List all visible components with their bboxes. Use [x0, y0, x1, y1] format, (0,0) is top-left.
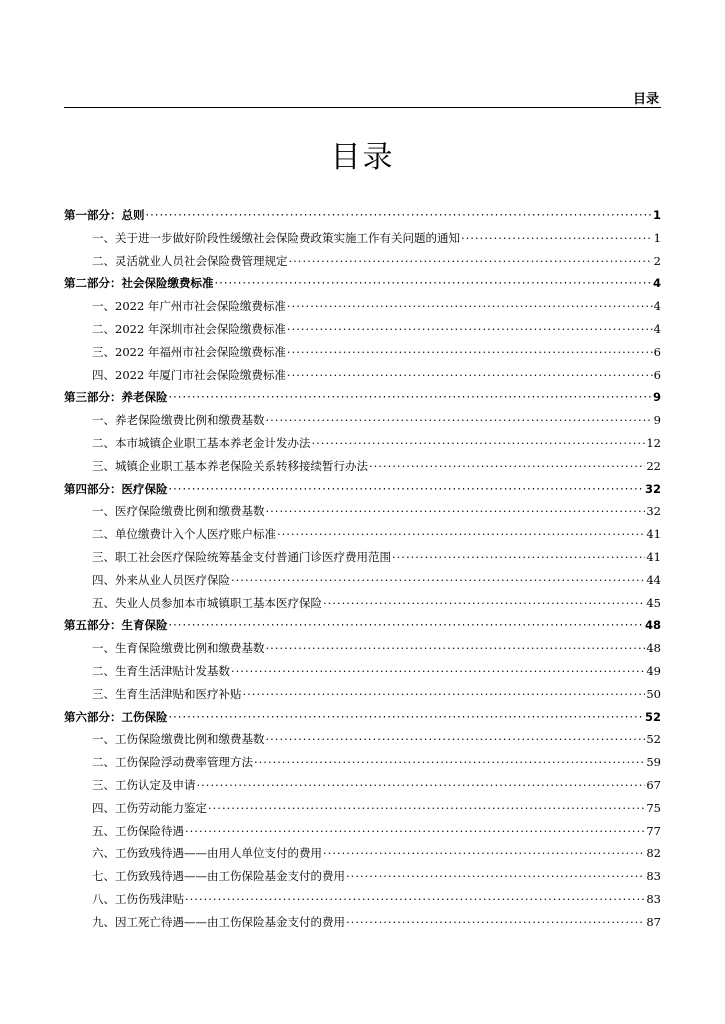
- dot-leader: [323, 842, 645, 865]
- toc-page-number: 32: [646, 504, 661, 519]
- toc-page-number: 82: [646, 846, 661, 861]
- toc-entry-label: 二、生育生活津贴计发基数: [92, 663, 230, 678]
- dot-leader: [346, 911, 645, 934]
- dot-leader: [289, 250, 653, 273]
- toc-part-entry[interactable]: [64, 478, 661, 501]
- dot-leader: [346, 865, 645, 888]
- toc-item-entry[interactable]: [64, 683, 661, 706]
- toc-entry-label: 三、工伤认定及申请: [92, 777, 196, 792]
- dot-leader: [266, 728, 646, 751]
- dot-leader: [185, 888, 645, 911]
- toc-item-entry[interactable]: [64, 637, 661, 660]
- toc-page-number: 12: [646, 435, 661, 450]
- toc-page-number: 49: [646, 663, 661, 678]
- toc-item-entry[interactable]: [64, 546, 661, 569]
- toc-entry-label: 四、外来从业人员医疗保险: [92, 572, 230, 587]
- dot-leader: [312, 432, 646, 455]
- toc-page-number: 48: [646, 641, 661, 656]
- toc-item-entry[interactable]: [64, 523, 661, 546]
- toc-page-number: 83: [646, 869, 661, 884]
- dot-leader: [323, 592, 645, 615]
- dot-leader: [287, 341, 653, 364]
- toc-entry-label: 五、工伤保险待遇: [92, 823, 184, 838]
- dot-leader: [287, 295, 653, 318]
- toc-entry-label: 二、灵活就业人员社会保险费管理规定: [92, 253, 288, 268]
- toc-item-entry[interactable]: [64, 820, 661, 843]
- toc-item-entry[interactable]: [64, 728, 661, 751]
- toc-item-entry[interactable]: [64, 911, 661, 934]
- toc-page-number: 48: [644, 618, 661, 633]
- toc-page-number: 2: [653, 253, 661, 268]
- toc-entry-label: 第一部分：总则: [64, 208, 145, 222]
- toc-page-number: 44: [646, 572, 661, 587]
- toc-page-number: 67: [646, 777, 661, 792]
- toc-entry-label: 九、因工死亡待遇——由工伤保险基金支付的费用: [92, 914, 345, 929]
- dot-leader: [169, 706, 644, 729]
- toc-item-entry[interactable]: [64, 569, 661, 592]
- toc-entry-label: 三、生育生活津贴和医疗补贴: [92, 686, 242, 701]
- dot-leader: [197, 774, 646, 797]
- toc-page-number: 45: [646, 595, 661, 610]
- toc-item-entry[interactable]: [64, 797, 661, 820]
- toc-part-entry[interactable]: [64, 204, 661, 227]
- toc-entry-label: 一、工伤保险缴费比例和缴费基数: [92, 732, 265, 747]
- toc-item-entry[interactable]: [64, 500, 661, 523]
- dot-leader: [169, 614, 644, 637]
- toc-entry-label: 第六部分：工伤保险: [64, 709, 168, 724]
- toc-item-entry[interactable]: [64, 660, 661, 683]
- dot-leader: [146, 204, 652, 227]
- toc-page-number: 6: [653, 344, 661, 359]
- toc-entry-label: 四、2022 年厦门市社会保险缴费标准: [92, 367, 286, 382]
- dot-leader: [215, 272, 652, 295]
- toc-part-entry[interactable]: [64, 614, 661, 637]
- toc-page-number: 50: [646, 686, 661, 701]
- toc-item-entry[interactable]: [64, 455, 661, 478]
- toc-item-entry[interactable]: [64, 592, 661, 615]
- toc-entry-label: 第二部分：社会保险缴费标准: [64, 276, 214, 291]
- toc-page-number: 77: [646, 823, 661, 838]
- toc-entry-label: 三、职工社会医疗保险统筹基金支付普通门诊医疗费用范围: [92, 549, 391, 564]
- toc-part-entry[interactable]: [64, 706, 661, 729]
- dot-leader: [208, 797, 645, 820]
- toc-page-number: 1: [653, 230, 661, 245]
- toc-item-entry[interactable]: [64, 888, 661, 911]
- toc-page-number: 41: [646, 527, 661, 542]
- toc-page-number: 4: [653, 299, 661, 314]
- toc-item-entry[interactable]: [64, 865, 661, 888]
- toc-entry-label: 二、2022 年深圳市社会保险缴费标准: [92, 321, 286, 336]
- dot-leader: [254, 751, 645, 774]
- toc-page-number: 52: [644, 709, 661, 724]
- dot-leader: [287, 318, 653, 341]
- dot-leader: [169, 478, 644, 501]
- toc-page-number: 52: [646, 732, 661, 747]
- toc-page-number: 4: [652, 276, 661, 291]
- toc-page-number: 9: [653, 413, 661, 428]
- toc-entry-label: 一、关于进一步做好阶段性缓缴社会保险费政策实施工作有关问题的通知: [92, 230, 460, 245]
- toc-entry-label: 三、2022 年福州市社会保险缴费标准: [92, 344, 286, 359]
- toc-entry-label: 二、工伤保险浮动费率管理方法: [92, 755, 253, 770]
- toc-page-number: 22: [646, 458, 661, 473]
- toc-page-number: 32: [644, 481, 661, 496]
- toc-page-number: 75: [646, 800, 661, 815]
- toc-part-entry[interactable]: [64, 272, 661, 295]
- toc-entry-label: 第三部分：养老保险: [64, 390, 168, 405]
- toc-item-entry[interactable]: [64, 364, 661, 387]
- toc-entry-label: 二、单位缴费计入个人医疗账户标准: [92, 527, 276, 542]
- toc-entry-label: 三、城镇企业职工基本养老保险关系转移接续暂行办法: [92, 458, 368, 473]
- toc-page-number: 59: [646, 755, 661, 770]
- dot-leader: [277, 523, 645, 546]
- toc-page-number: 83: [646, 891, 661, 906]
- toc-entry-label: 五、失业人员参加本市城镇职工基本医疗保险: [92, 595, 322, 610]
- dot-leader: [231, 660, 645, 683]
- toc-entry-label: 二、本市城镇企业职工基本养老金计发办法: [92, 435, 311, 450]
- dot-leader: [287, 364, 653, 387]
- toc-page-number: 87: [646, 914, 661, 929]
- toc-entry-label: 一、养老保险缴费比例和缴费基数: [92, 413, 265, 428]
- dot-leader: [169, 386, 652, 409]
- page-title: 目录: [330, 140, 395, 175]
- toc-page-number: 1: [652, 208, 661, 222]
- dot-leader: [231, 569, 645, 592]
- toc-page-number: 9: [652, 390, 661, 405]
- toc-item-entry[interactable]: [64, 432, 661, 455]
- toc-page-number: 4: [653, 321, 661, 336]
- toc-entry-label: 四、工伤劳动能力鉴定: [92, 800, 207, 815]
- table-of-contents: [64, 204, 661, 934]
- toc-part-entry[interactable]: [64, 386, 661, 409]
- toc-entry-label: 一、医疗保险缴费比例和缴费基数: [92, 504, 265, 519]
- dot-leader: [266, 409, 653, 432]
- toc-item-entry[interactable]: [64, 842, 661, 865]
- dot-leader: [266, 637, 646, 660]
- running-header: 目录: [632, 92, 659, 107]
- dot-leader: [243, 683, 646, 706]
- toc-item-entry[interactable]: [64, 318, 661, 341]
- toc-page-number: 6: [653, 367, 661, 382]
- toc-item-entry[interactable]: [64, 341, 661, 364]
- dot-leader: [461, 227, 653, 250]
- toc-item-entry[interactable]: [64, 295, 661, 318]
- toc-page-number: 41: [646, 549, 661, 564]
- toc-entry-label: 六、工伤致残待遇——由用人单位支付的费用: [92, 846, 322, 861]
- toc-entry-label: 第五部分：生育保险: [64, 618, 168, 633]
- toc-item-entry[interactable]: [64, 774, 661, 797]
- dot-leader: [185, 820, 645, 843]
- toc-entry-label: 第四部分：医疗保险: [64, 481, 168, 496]
- toc-item-entry[interactable]: [64, 227, 661, 250]
- dot-leader: [266, 500, 646, 523]
- toc-entry-label: 八、工伤伤残津贴: [92, 891, 184, 906]
- toc-entry-label: 七、工伤致残待遇——由工伤保险基金支付的费用: [92, 869, 345, 884]
- toc-entry-label: 一、生育保险缴费比例和缴费基数: [92, 641, 265, 656]
- toc-item-entry[interactable]: [64, 751, 661, 774]
- dot-leader: [369, 455, 645, 478]
- header-rule: [64, 107, 661, 108]
- toc-entry-label: 一、2022 年广州市社会保险缴费标准: [92, 299, 286, 314]
- toc-item-entry[interactable]: [64, 409, 661, 432]
- dot-leader: [392, 546, 645, 569]
- toc-item-entry[interactable]: [64, 250, 661, 273]
